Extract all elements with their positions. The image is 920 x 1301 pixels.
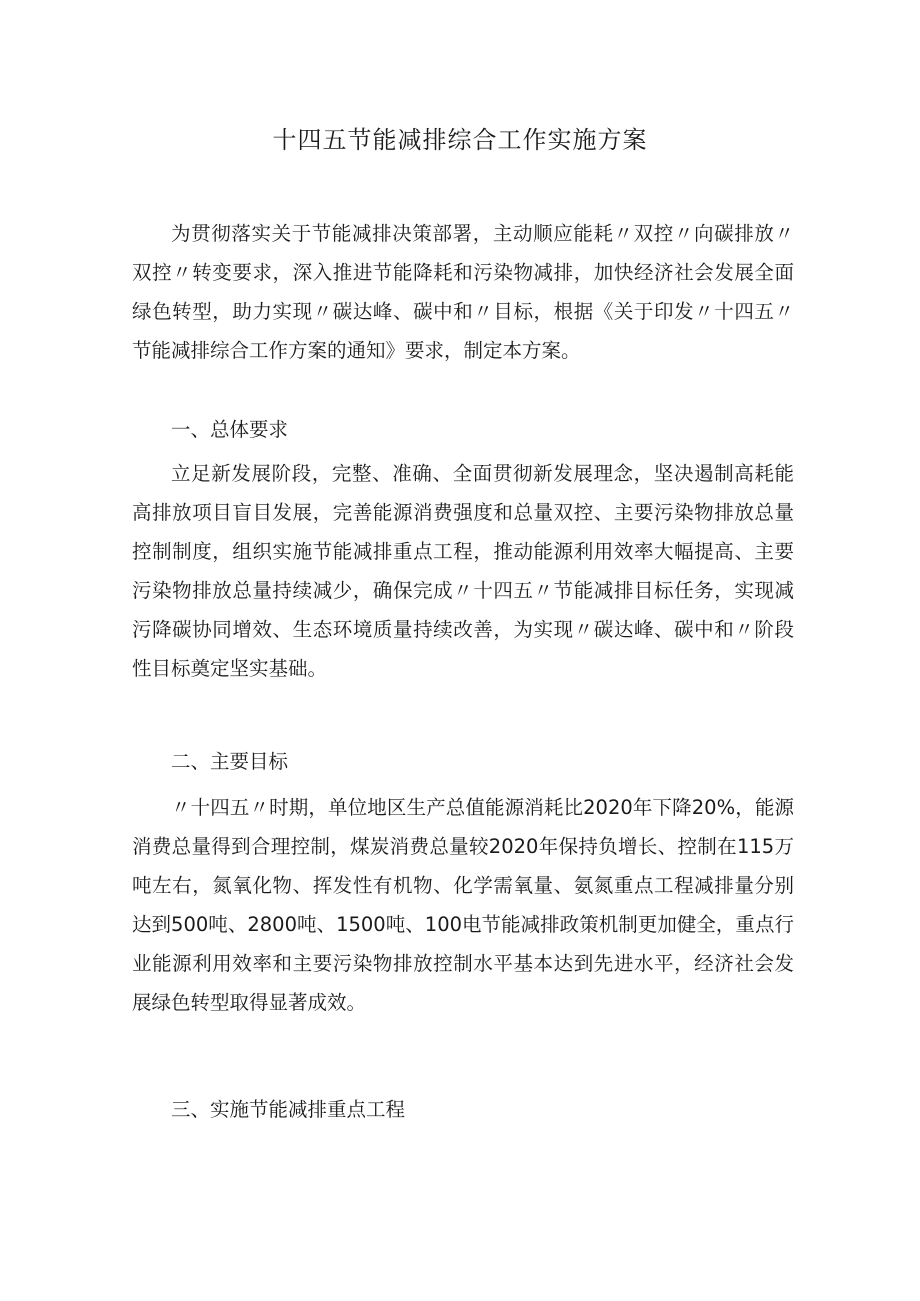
section-heading-key-projects: 三、实施节能减排重点工程 bbox=[171, 1098, 406, 1121]
section-paragraph-overall-requirements: 立足新发展阶段，完整、准确、全面贯彻新发展理念，坚决遏制高耗能高排放项目盲目发展，完善能源消费强度和总量双控、主要污染物排放总量控制制度，组织实施节能减排重点工程，推动能源利用效率大幅提高、主要污染物排放总量持续减少，确保完成〃十四五〃节能减排目标任务，实现减污降碳协同增效、生态环境质量持续改善，为实现〃碳达峰、碳中和〃阶段性目标奠定坚实基础。 bbox=[132, 462, 794, 680]
document-title: 十四五节能减排综合工作实施方案 bbox=[272, 126, 648, 154]
section-heading-main-targets: 二、主要目标 bbox=[171, 750, 289, 773]
section-paragraph-main-targets: 〃十四五〃时期，单位地区生产总值能源消耗比2020年下降20%，能源消费总量得到合理控制，煤炭消费总量较2020年保持负增长、控制在115万吨左右，氮氧化物、挥发性有机物、化学需氧量、氨氮重点工程减排量分别达到500吨、2800吨、1500吨、100电节能减排政策机制更加健全，重点行业能源利用效率和主要污染物排放控制水平基本达到先进水平，经济社会发展绿色转型取得显著成效。 bbox=[132, 796, 794, 1014]
intro-paragraph: 为贯彻落实关于节能减排决策部署，主动顺应能耗〃双控〃向碳排放〃双控〃转变要求，深入推进节能降耗和污染物减排，加快经济社会发展全面绿色转型，助力实现〃碳达峰、碳中和〃目标，根据《关于印发〃十四五〃节能减排综合工作方案的通知》要求，制定本方案。 bbox=[132, 222, 794, 362]
section-heading-overall-requirements: 一、总体要求 bbox=[171, 418, 289, 441]
